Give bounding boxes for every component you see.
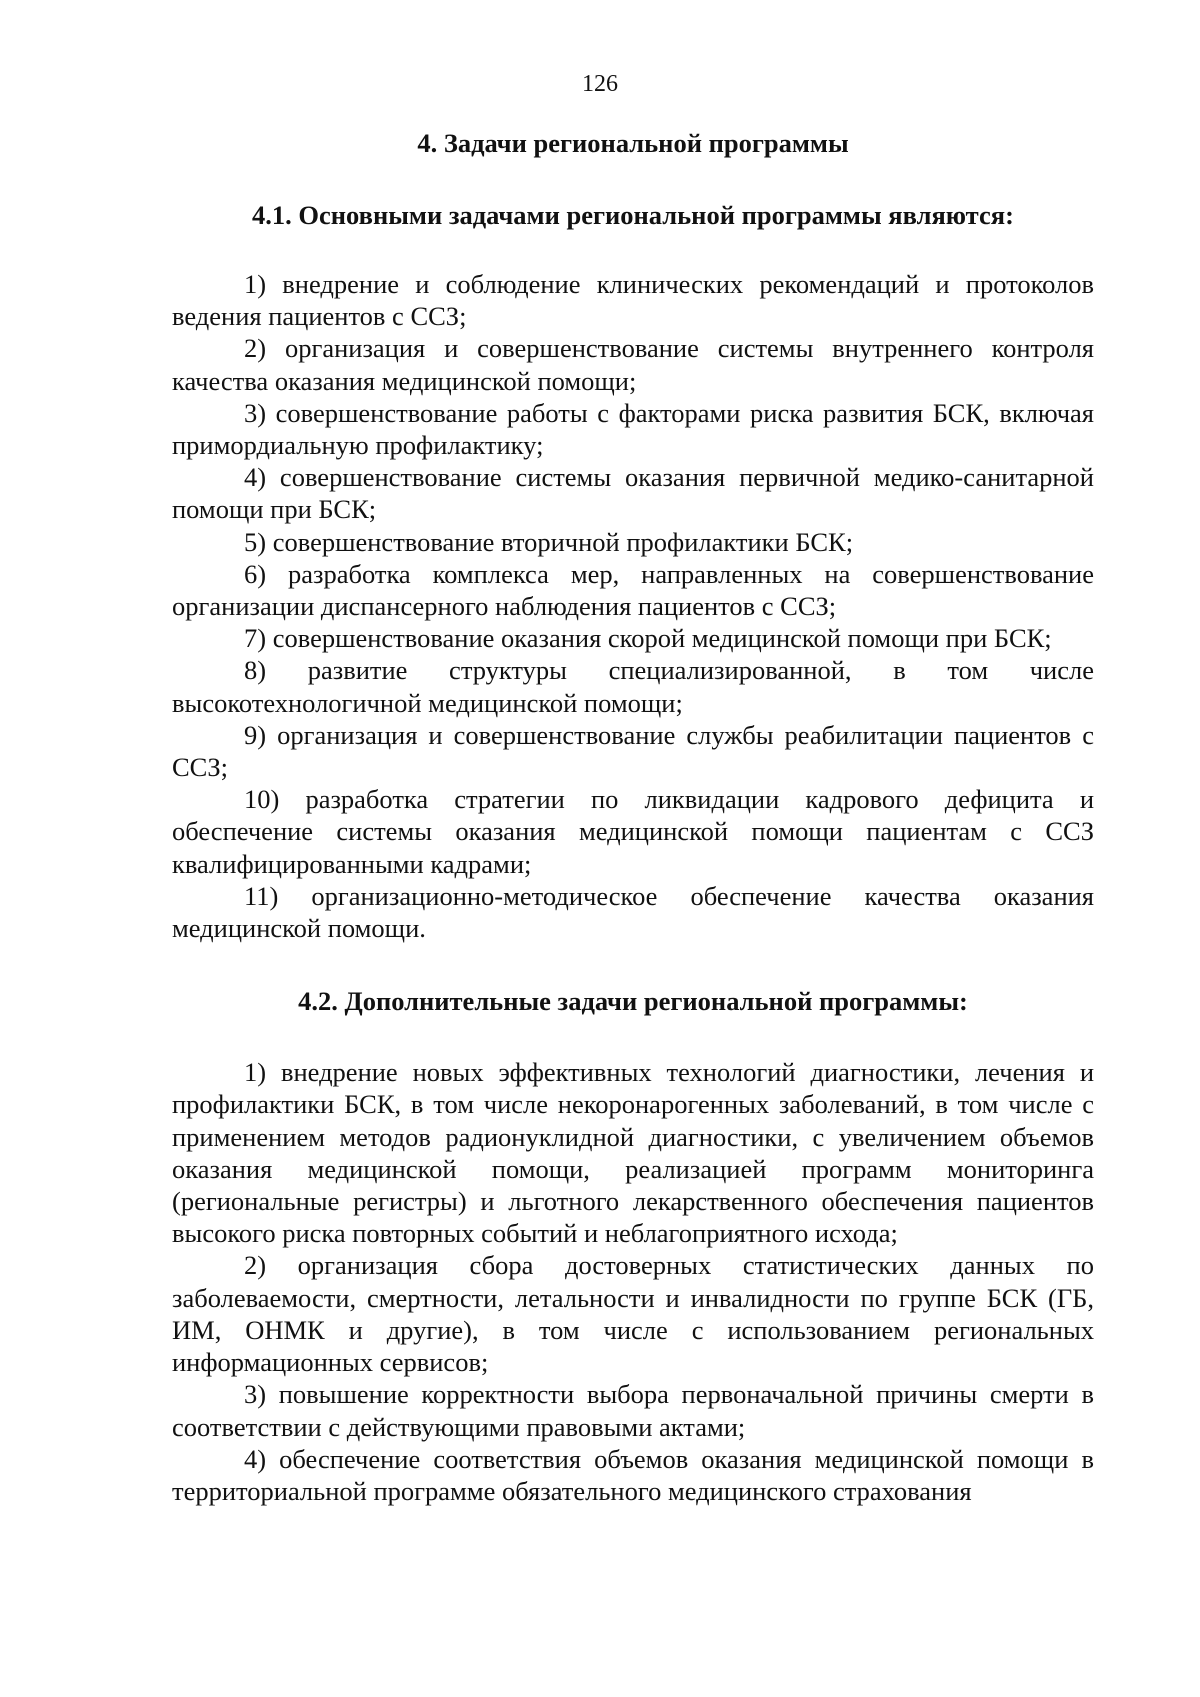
list-item: 6) разработка комплекса мер, направленных на совершенствование организации диспансерного наблюдения пациентов с ССЗ; bbox=[172, 558, 1094, 622]
subsection-42-list bbox=[172, 1056, 1094, 1507]
list-item: 4) обеспечение соответствия объемов оказания медицинской помощи в территориальной программе обязательного медицинского страхования bbox=[172, 1443, 1094, 1506]
section-title: 4. Задачи региональной программы bbox=[417, 128, 849, 158]
document-body bbox=[172, 120, 1094, 1507]
list-item: 1) внедрение новых эффективных технологий диагностики, лечения и профилактики БСК, в том числе некоронарогенных заболеваний, в том числе с применением методов радионуклидной диагностики, с увеличением объемов оказания медицинской помощи, реализацией программ мониторинга (региональные регистры) и льготного лекарственного обеспечения пациентов высокого риска повторных событий и неблагоприятного исхода; bbox=[172, 1057, 1094, 1249]
subsection-41-list bbox=[172, 268, 1094, 944]
list-item: 3) повышение корректности выбора первоначальной причины смерти в соответствии с действующими правовыми актами; bbox=[172, 1379, 1094, 1442]
list-item: 2) организация и совершенствование системы внутреннего контроля качества оказания медицинской помощи; bbox=[172, 333, 1094, 396]
list-item: 5) совершенствование вторичной профилактики БСК; bbox=[244, 526, 854, 557]
list-item: 11) организационно-методическое обеспечение качества оказания медицинской помощи. bbox=[172, 880, 1094, 944]
subsection-41-title: 4.1. Основными задачами региональной программы являются: bbox=[252, 200, 1014, 230]
list-item: 1) внедрение и соблюдение клинических рекомендаций и протоколов ведения пациентов с ССЗ; bbox=[172, 269, 1094, 332]
page-number: 126 bbox=[582, 71, 618, 97]
list-item: 3) совершенствование работы с факторами риска развития БСК, включая примордиальную профилактику; bbox=[172, 397, 1094, 461]
subsection-42-title: 4.2. Дополнительные задачи региональной программы: bbox=[298, 986, 968, 1017]
list-item: 7) совершенствование оказания скорой медицинской помощи при БСК; bbox=[244, 623, 1052, 654]
list-item: 10) разработка стратегии по ликвидации кадрового дефицита и обеспечение системы оказания медицинской помощи пациентам с ССЗ квалифицированными кадрами; bbox=[172, 784, 1094, 879]
list-item: 8) развитие структуры специализированной, в том числе высокотехнологичной медицинской помощи; bbox=[172, 655, 1094, 718]
list-item: 2) организация сбора достоверных статистических данных по заболеваемости, смертности, летальности и инвалидности по группе БСК (ГБ, ИМ, ОНМК и другие), в том числе с использованием региональных информационных сервисов; bbox=[172, 1250, 1094, 1378]
list-item: 9) организация и совершенствование службы реабилитации пациентов с ССЗ; bbox=[172, 719, 1094, 783]
list-item: 4) совершенствование системы оказания первичной медико-санитарной помощи при БСК; bbox=[172, 462, 1094, 525]
